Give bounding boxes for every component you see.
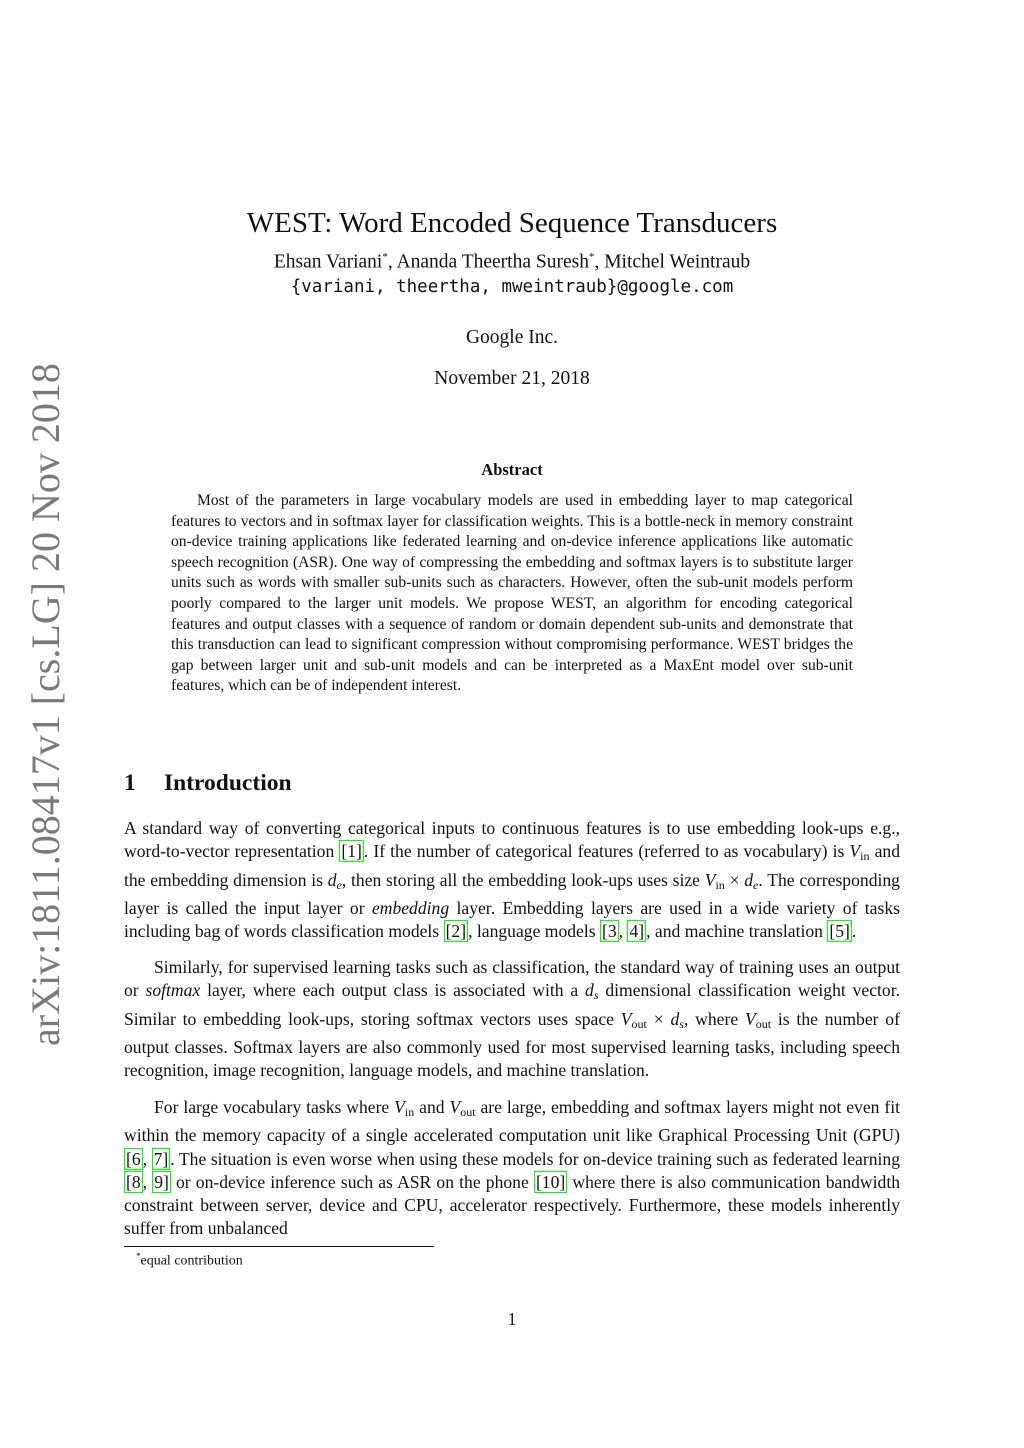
citation-link[interactable]: 9] <box>154 1171 169 1192</box>
math-v-in: $V_{in}$ <box>849 841 870 864</box>
citation-link[interactable]: [5] <box>829 921 850 942</box>
equal-contribution-mark: * <box>382 251 388 263</box>
footnote-mark: * <box>136 1251 141 1261</box>
citation-link[interactable]: 7] <box>153 1148 169 1169</box>
abstract-body: Most of the parameters in large vocabulary models are used in embedding layer to map categorical features to vectors and in softmax layer for classification weights. This is a bottle-neck in memory constraint on-device training applications like federated learning and on-device inference applications like automatic speech recognition (ASR). One way of compressing the embedding and softmax layers is to substitute larger units such as words with smaller sub-units such as characters. However, often the sub-unit models perform poorly compared to the larger unit models. We propose WEST, an algorithm for encoding categorical features and output classes with a sequence of random or domain dependent sub-units and demonstrate that this transduction can lead to significant compression without compromising performance. WEST bridges the gap between larger unit and sub-unit models and can be interpreted as a MaxEnt model over sub-unit features, which can be of independent interest. <box>171 492 853 695</box>
section-title: Introduction <box>164 770 292 796</box>
paper-title: WEST: Word Encoded Sequence Transducers <box>246 207 778 240</box>
intro-paragraph: Similarly, for supervised learning tasks such as classification, the standard way of training uses an output or softmax layer, where each output class is associated with a ds dimensional classification weight vector. Similar to embedding look-ups, storing softmax vectors uses space $V_{out}$ × ds, where $V_{out}$ is the number of output classes. Softmax layers are also commonly used for most supervised learning tasks, including speech recognition, image recognition, language models, and machine translation. <box>124 957 900 1081</box>
page-number: 1 <box>507 1309 517 1329</box>
section-number: 1 <box>124 770 136 796</box>
author-name: Ehsan Variani <box>273 251 383 273</box>
emphasis-softmax: softmax <box>145 980 201 1001</box>
citation-link[interactable]: [3 <box>602 921 617 942</box>
footnote-text: equal contribution <box>140 1253 243 1269</box>
publication-date: November 21, 2018 <box>434 368 590 389</box>
emphasis-embedding: embedding <box>371 897 450 918</box>
math-v-out: $V_{out}$ <box>744 1008 772 1031</box>
intro-paragraph: For large vocabulary tasks where $V_{in}$ and $V_{out}$ are large, embedding and softmax layers might not even fit within the memory capacity of a single accelerated computation unit like Graphical Processing Unit (GPU) [6 , 7] . The situation is even worse when using these models for on-device training such as federated learning [8 , 9] or on-device inference such as ASR on the phone [10] where there is also communication bandwidth constraint between server, device and CPU, accelerator respectively. Furthermore, these models inherently suffer from unbalanced <box>124 1097 901 1239</box>
math-d-e: de <box>327 869 342 892</box>
citation-link[interactable]: [8 <box>126 1171 141 1192</box>
footnote-divider <box>124 1246 434 1247</box>
citation-link[interactable]: [1] <box>341 841 362 862</box>
author-list: Ehsan Variani*, Ananda Theertha Suresh*, Mitchel Weintraub <box>273 251 751 273</box>
citation-link[interactable]: [6 <box>126 1148 141 1169</box>
author-name: Ananda Theertha Suresh <box>396 251 589 273</box>
author-name: Mitchel Weintraub <box>604 251 751 273</box>
math-v-out-times-d-s: $V_{out}$ × ds <box>620 1008 684 1031</box>
math-v-out: $V_{out}$ <box>449 1097 476 1119</box>
citation-link[interactable]: 4] <box>629 921 645 942</box>
abstract-heading: Abstract <box>481 460 543 479</box>
affiliation: Google Inc. <box>465 327 559 348</box>
intro-paragraph: A standard way of converting categorical inputs to continuous features is to use embedding look-ups e.g., word-to-vector representation [1] . If the number of categorical features (referred to as vocabulary) is $V_{in}$ and the embedding dimension is de, then storing all the embedding look-ups uses size $V_{in}$ × de. The corresponding layer is called the input layer or embedding layer. Embedding layers are used in a wide variety of tasks including bag of words classification models [2] , language models [3 , 4] , and machine translation [5] . <box>124 818 900 942</box>
math-v-in-times-d-e: $V_{in}$ × de <box>704 869 759 892</box>
section-heading <box>124 770 292 797</box>
citation-link[interactable]: [10] <box>535 1171 566 1192</box>
arxiv-identifier: arXiv:1811.08417v1 [cs.LG] 20 Nov 2018 <box>23 363 68 1046</box>
footnote <box>136 1251 243 1270</box>
equal-contribution-mark: * <box>588 251 595 263</box>
citation-link[interactable]: [2] <box>445 921 467 942</box>
author-emails: {variani, theertha, mweintraub}@google.com <box>290 277 734 297</box>
math-v-in: $V_{in}$ <box>394 1097 415 1119</box>
math-d-s: ds <box>585 980 599 1003</box>
